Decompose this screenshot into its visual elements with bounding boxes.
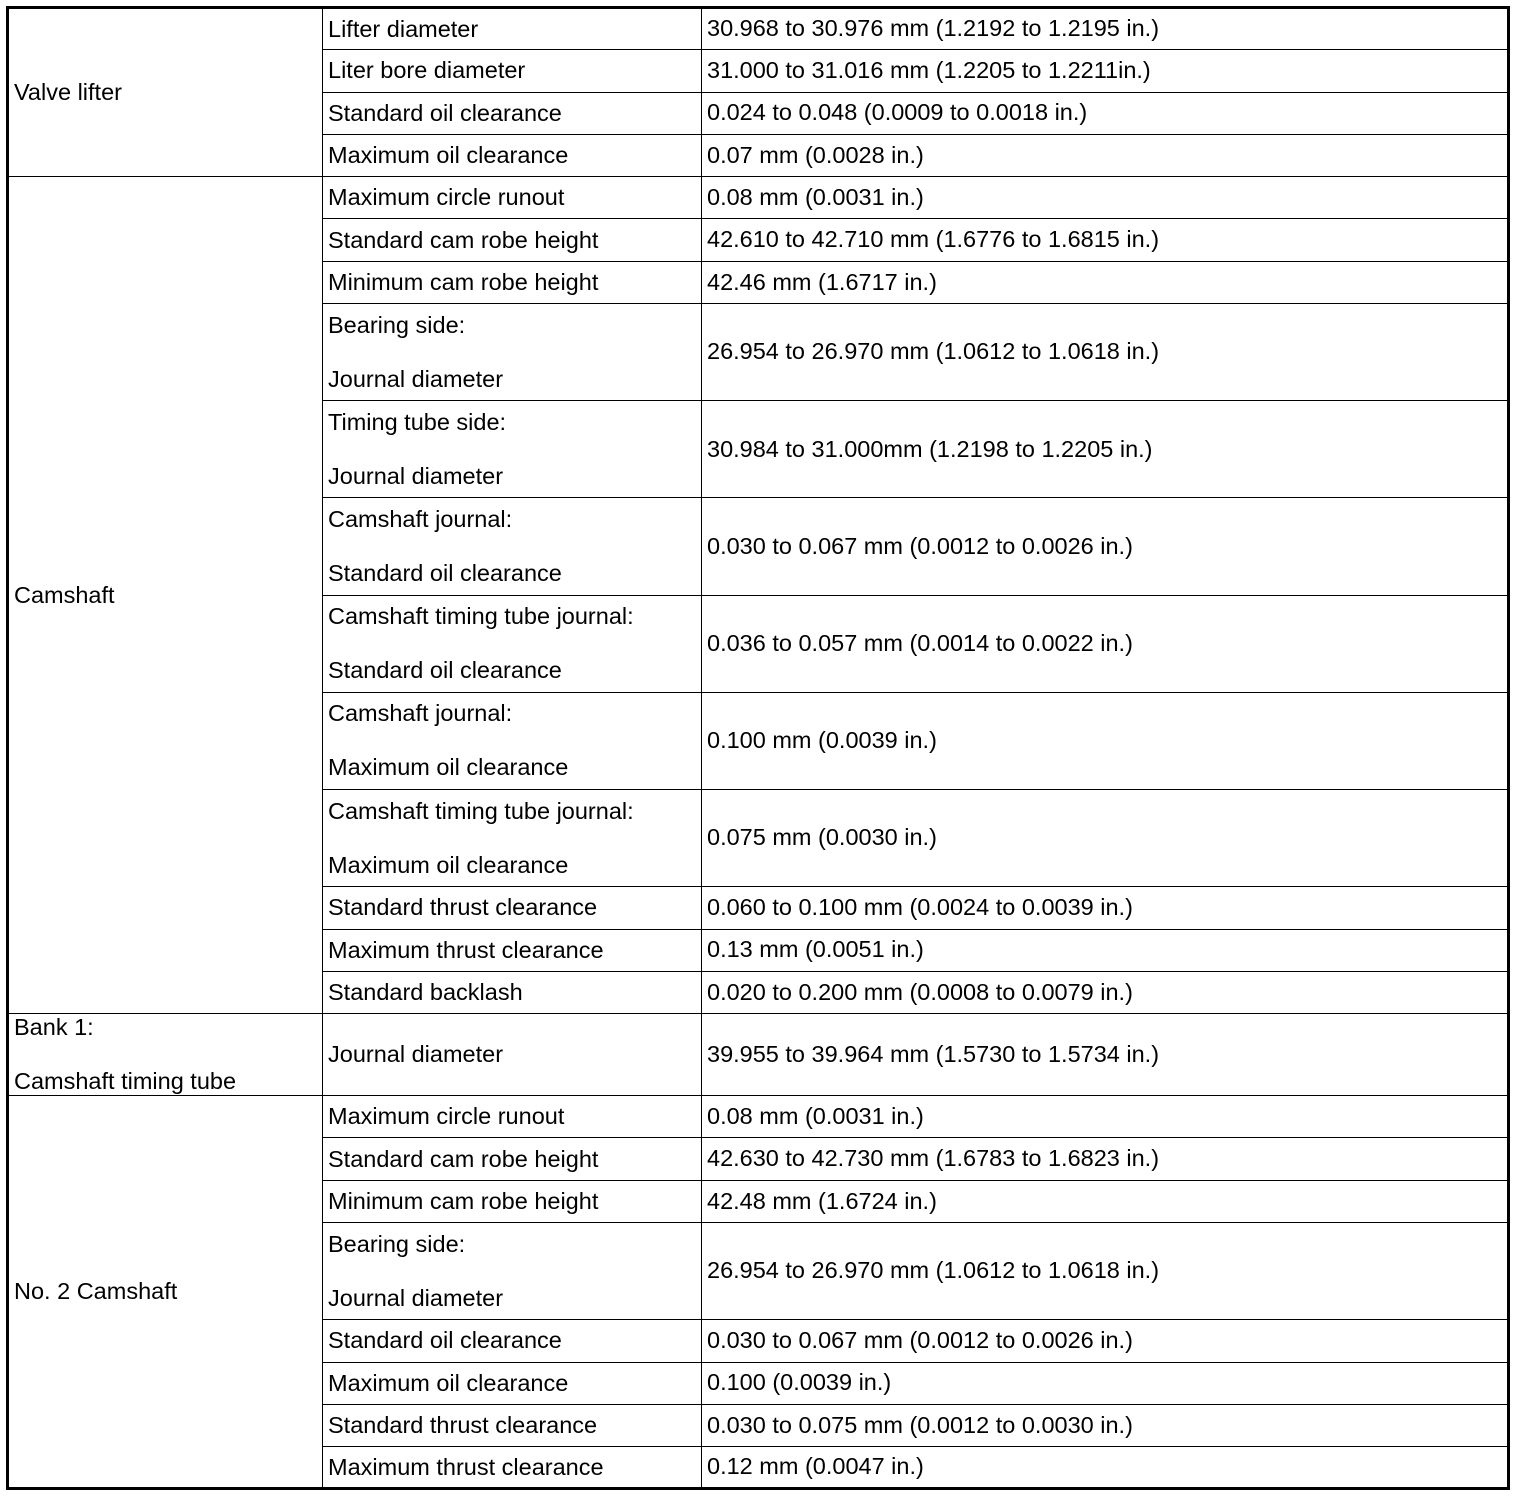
table-row xyxy=(8,1096,1509,1138)
spec-item-cell xyxy=(323,971,702,1013)
spec-item-cell xyxy=(323,1362,702,1404)
cell-text-line: Maximum oil clearance xyxy=(328,1369,569,1396)
spec-value-cell: 26.954 to 26.970 mm (1.0612 to 1.0618 in.) xyxy=(702,304,1509,401)
spec-item-cell xyxy=(323,134,702,176)
cell-text-line: Standard oil clearance xyxy=(328,99,562,126)
cell-text-line: Maximum oil clearance xyxy=(328,142,569,169)
spec-value-cell: 42.630 to 42.730 mm (1.6783 to 1.6823 in.) xyxy=(702,1138,1509,1180)
cell-text-line: Liter bore diameter xyxy=(328,57,526,84)
spec-value-cell: 0.024 to 0.048 (0.0009 to 0.0018 in.) xyxy=(702,92,1509,134)
spec-value-cell: 0.07 mm (0.0028 in.) xyxy=(702,134,1509,176)
spec-value-cell: 0.030 to 0.067 mm (0.0012 to 0.0026 in.) xyxy=(702,498,1509,595)
spec-item-cell xyxy=(323,1138,702,1180)
component-group-cell xyxy=(8,8,323,177)
spec-item-cell xyxy=(323,261,702,303)
cell-text-line: Camshaft journal: xyxy=(328,506,513,533)
cell-text-line: Standard oil clearance xyxy=(328,1327,562,1354)
spec-value-cell: 42.46 mm (1.6717 in.) xyxy=(702,261,1509,303)
table-row xyxy=(8,8,1509,50)
cell-text-line: Journal diameter xyxy=(328,365,504,392)
cell-text-line: Camshaft timing tube journal: xyxy=(328,603,634,630)
line-spacer xyxy=(328,1258,696,1285)
component-group-cell xyxy=(8,1014,323,1096)
table-row xyxy=(8,177,1509,219)
spec-item-cell xyxy=(323,929,702,971)
cell-text-line: Camshaft journal: xyxy=(328,700,513,727)
spec-item-cell xyxy=(323,177,702,219)
spec-value-cell: 0.08 mm (0.0031 in.) xyxy=(702,177,1509,219)
spec-item-cell xyxy=(323,401,702,498)
cell-text-line: Standard cam robe height xyxy=(328,226,599,253)
spec-item-cell xyxy=(323,1180,702,1222)
spec-item-cell xyxy=(323,8,702,50)
cell-text-line: Journal diameter xyxy=(328,462,504,489)
spec-item-cell xyxy=(323,498,702,595)
cell-text-line: Bank 1: xyxy=(14,1014,94,1041)
spec-value-cell: 0.12 mm (0.0047 in.) xyxy=(702,1447,1509,1489)
spec-item-cell xyxy=(323,692,702,789)
spec-value-cell: 31.000 to 31.016 mm (1.2205 to 1.2211in.) xyxy=(702,50,1509,92)
cell-text-line: Standard cam robe height xyxy=(328,1145,599,1172)
spec-item-cell xyxy=(323,304,702,401)
line-spacer xyxy=(328,630,696,657)
cell-text-line: Minimum cam robe height xyxy=(328,268,599,295)
cell-text-line: Camshaft xyxy=(14,581,115,608)
cell-text-line: Timing tube side: xyxy=(328,408,507,435)
cell-text-line: Maximum thrust clearance xyxy=(328,936,604,963)
cell-text-line: Maximum oil clearance xyxy=(328,851,569,878)
spec-item-cell xyxy=(323,887,702,929)
spec-item-cell xyxy=(323,219,702,261)
spec-item-cell xyxy=(323,1096,702,1138)
specification-table xyxy=(6,6,1510,1490)
spec-item-cell xyxy=(323,595,702,692)
cell-text-line: Standard thrust clearance xyxy=(328,1411,598,1438)
component-group-cell xyxy=(8,1096,323,1489)
line-spacer xyxy=(328,727,696,754)
line-spacer xyxy=(328,825,696,852)
spec-item-cell xyxy=(323,92,702,134)
cell-text-line: Valve lifter xyxy=(14,79,122,106)
component-group-cell xyxy=(8,177,323,1014)
cell-text-line: No. 2 Camshaft xyxy=(14,1278,178,1305)
specification-table-body xyxy=(8,8,1509,1489)
cell-text-line: Camshaft timing tube xyxy=(14,1068,237,1095)
spec-value-cell: 0.13 mm (0.0051 in.) xyxy=(702,929,1509,971)
cell-text-line: Maximum oil clearance xyxy=(328,754,569,781)
table-row xyxy=(8,1014,1509,1096)
spec-item-cell xyxy=(323,50,702,92)
spec-value-cell: 0.08 mm (0.0031 in.) xyxy=(702,1096,1509,1138)
spec-value-cell: 30.968 to 30.976 mm (1.2192 to 1.2195 in.) xyxy=(702,8,1509,50)
spec-item-cell xyxy=(323,1447,702,1489)
spec-value-cell: 26.954 to 26.970 mm (1.0612 to 1.0618 in.) xyxy=(702,1223,1509,1320)
cell-text-line: Camshaft timing tube journal: xyxy=(328,797,634,824)
line-spacer xyxy=(14,1041,317,1068)
line-spacer xyxy=(328,436,696,463)
spec-value-cell: 0.030 to 0.067 mm (0.0012 to 0.0026 in.) xyxy=(702,1320,1509,1362)
spec-value-cell: 0.075 mm (0.0030 in.) xyxy=(702,790,1509,887)
spec-value-cell: 0.036 to 0.057 mm (0.0014 to 0.0022 in.) xyxy=(702,595,1509,692)
cell-text-line: Standard oil clearance xyxy=(328,657,562,684)
cell-text-line: Standard backlash xyxy=(328,978,523,1005)
spec-item-cell xyxy=(323,790,702,887)
spec-value-cell: 0.060 to 0.100 mm (0.0024 to 0.0039 in.) xyxy=(702,887,1509,929)
cell-text-line: Journal diameter xyxy=(328,1041,504,1068)
spec-value-cell: 0.100 (0.0039 in.) xyxy=(702,1362,1509,1404)
cell-text-line: Maximum thrust clearance xyxy=(328,1453,604,1480)
cell-text-line: Maximum circle runout xyxy=(328,184,565,211)
spec-value-cell: 30.984 to 31.000mm (1.2198 to 1.2205 in.) xyxy=(702,401,1509,498)
cell-text-line: Minimum cam robe height xyxy=(328,1187,599,1214)
cell-text-line: Bearing side: xyxy=(328,311,466,338)
line-spacer xyxy=(328,339,696,366)
spec-value-cell: 0.030 to 0.075 mm (0.0012 to 0.0030 in.) xyxy=(702,1404,1509,1446)
spec-item-cell xyxy=(323,1014,702,1096)
spec-item-cell xyxy=(323,1223,702,1320)
cell-text-line: Maximum circle runout xyxy=(328,1103,565,1130)
cell-text-line: Standard thrust clearance xyxy=(328,894,598,921)
spec-item-cell xyxy=(323,1404,702,1446)
cell-text-line: Standard oil clearance xyxy=(328,560,562,587)
spec-value-cell: 42.48 mm (1.6724 in.) xyxy=(702,1180,1509,1222)
spec-item-cell xyxy=(323,1320,702,1362)
spec-value-cell: 0.100 mm (0.0039 in.) xyxy=(702,692,1509,789)
spec-value-cell: 39.955 to 39.964 mm (1.5730 to 1.5734 in.) xyxy=(702,1014,1509,1096)
cell-text-line: Journal diameter xyxy=(328,1284,504,1311)
spec-value-cell: 0.020 to 0.200 mm (0.0008 to 0.0079 in.) xyxy=(702,971,1509,1013)
cell-text-line: Bearing side: xyxy=(328,1230,466,1257)
cell-text-line: Lifter diameter xyxy=(328,15,479,42)
spec-value-cell: 42.610 to 42.710 mm (1.6776 to 1.6815 in.) xyxy=(702,219,1509,261)
line-spacer xyxy=(328,533,696,560)
